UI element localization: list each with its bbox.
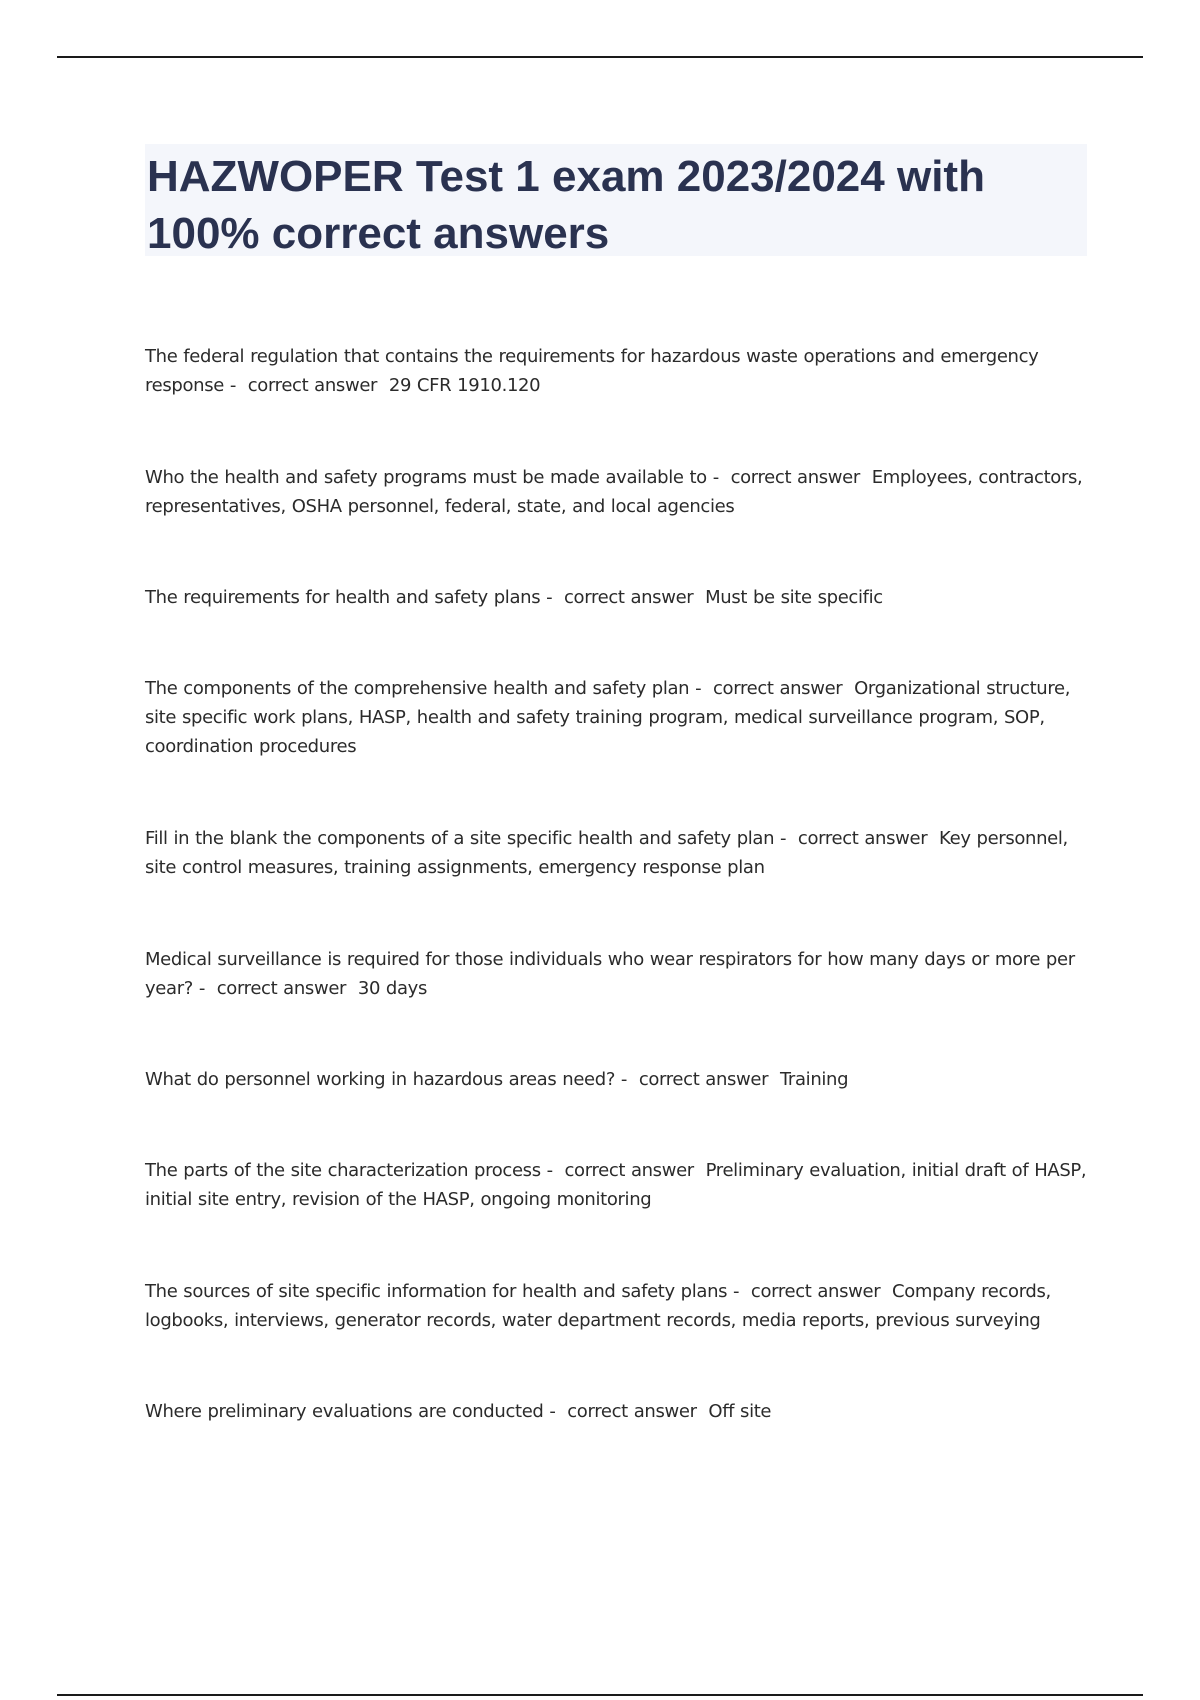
answer-separator: - correct answer <box>706 467 872 488</box>
answer-text: 29 CFR 1910.120 <box>388 375 541 396</box>
qa-item <box>145 463 1095 521</box>
answer-separator: - correct answer <box>689 678 855 699</box>
answer-text: Must be site specific <box>705 587 883 608</box>
answer-separator: - correct answer <box>615 1069 780 1090</box>
answer-separator: - correct answer <box>540 1160 706 1181</box>
qa-item <box>145 1277 1095 1335</box>
answer-separator: - correct answer <box>727 1281 893 1302</box>
top-rule <box>57 56 1143 58</box>
answer-text: Organizational structure, site specific work plans, HASP, health and safety training program, medical surveillance program, SOP, coordination procedures <box>145 678 1071 757</box>
qa-item <box>145 1397 1095 1426</box>
question-text: The parts of the site characterization process <box>145 1160 541 1181</box>
bottom-rule <box>57 1694 1143 1696</box>
qa-item <box>145 583 1095 612</box>
qa-item <box>145 824 1095 882</box>
answer-text: 30 days <box>357 978 428 999</box>
page-title: HAZWOPER Test 1 exam 2023/2024 with 100% correct answers <box>147 152 985 258</box>
answer-separator: - correct answer <box>192 978 358 999</box>
answer-text: Training <box>779 1069 849 1090</box>
qa-item <box>145 1065 1095 1094</box>
answer-text: Preliminary evaluation, initial draft of HASP, initial site entry, revision of the HASP, ongoing monitoring <box>145 1160 1087 1210</box>
question-text: The components of the comprehensive health and safety plan <box>145 678 690 699</box>
question-text: The sources of site specific information for health and safety plans <box>145 1281 728 1302</box>
question-text: Where preliminary evaluations are conducted <box>145 1401 544 1422</box>
qa-item <box>145 1156 1095 1214</box>
answer-text: Key personnel, site control measures, training assignments, emergency response plan <box>145 828 1068 878</box>
question-text: The requirements for health and safety plans <box>145 587 541 608</box>
question-text: The federal regulation that contains the requirements for hazardous waste operations and emergency response <box>145 346 1039 396</box>
question-text: Who the health and safety programs must be made available to <box>145 467 707 488</box>
answer-separator: - correct answer <box>543 1401 709 1422</box>
answer-separator: - correct answer <box>774 828 940 849</box>
title-block <box>145 144 1087 256</box>
answer-text: Company records, logbooks, interviews, generator records, water department records, media reports, previous surveying <box>145 1281 1051 1331</box>
answer-text: Employees, contractors, representatives, OSHA personnel, federal, state, and local agencies <box>145 467 1083 517</box>
question-text: Fill in the blank the components of a site specific health and safety plan <box>145 828 775 849</box>
question-text: Medical surveillance is required for those individuals who wear respirators for how many days or more per year? <box>145 949 1075 999</box>
qa-item <box>145 674 1095 761</box>
qa-item <box>145 342 1095 400</box>
qa-item <box>145 945 1095 1003</box>
answer-separator: - correct answer <box>223 375 389 396</box>
answer-separator: - correct answer <box>540 587 706 608</box>
question-text: What do personnel working in hazardous areas need? <box>145 1069 616 1090</box>
answer-text: Off site <box>708 1401 772 1422</box>
